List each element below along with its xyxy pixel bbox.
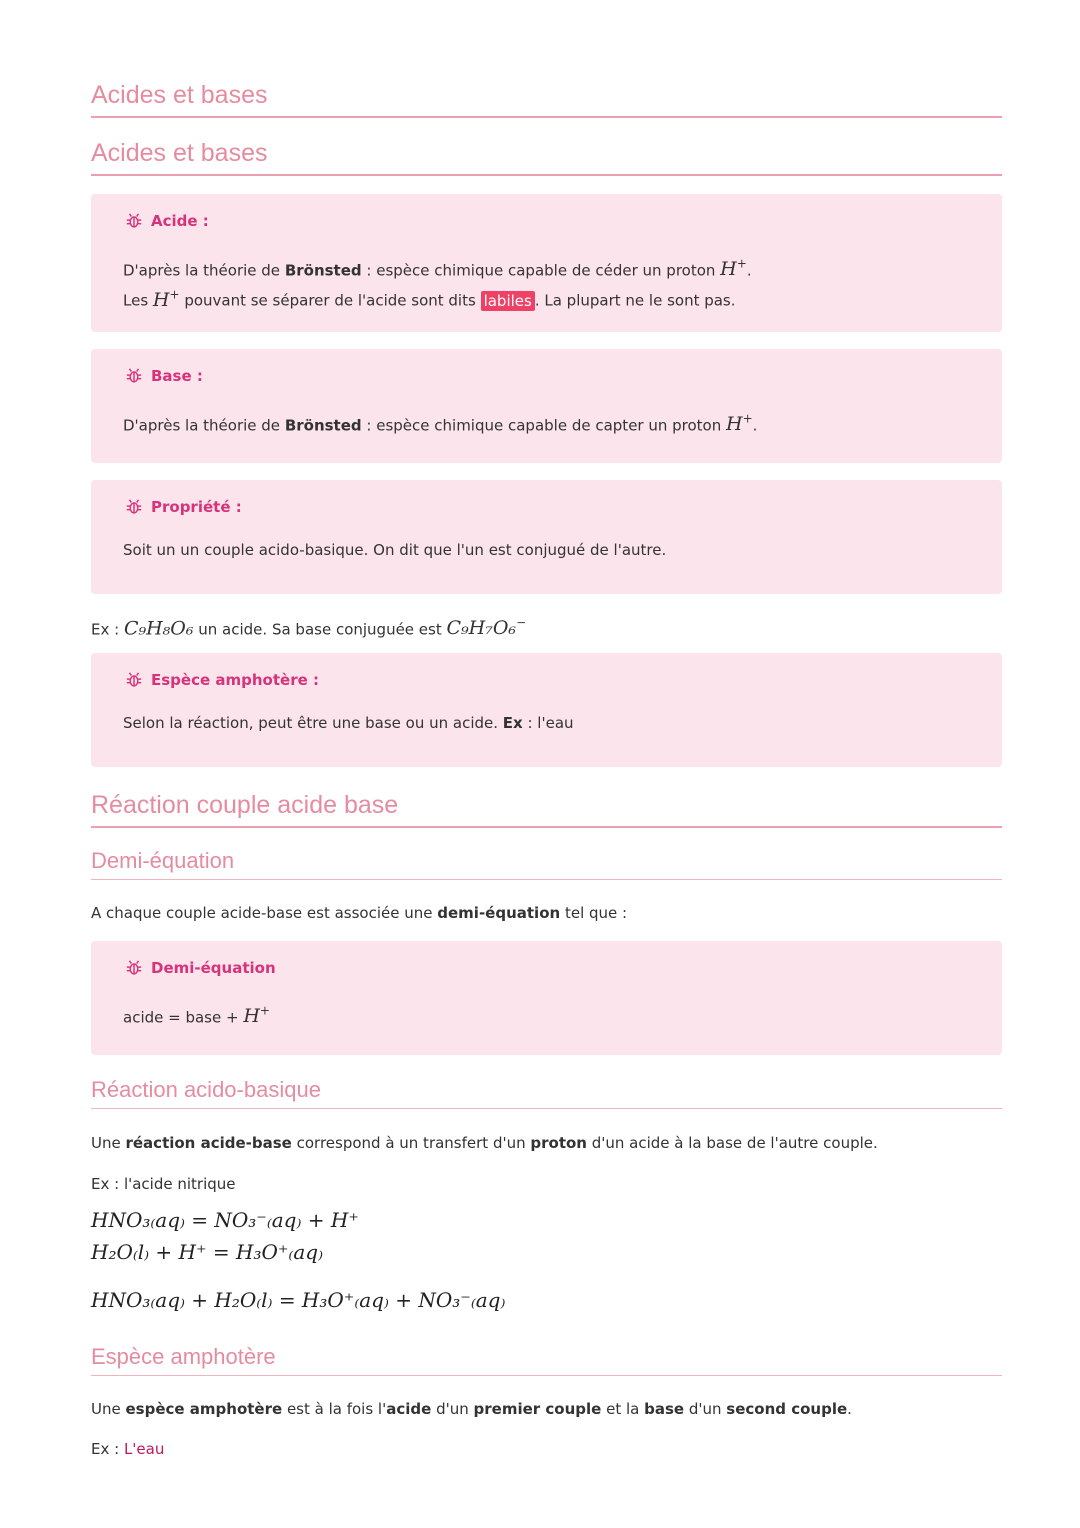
- bronsted-term: Brönsted: [284, 416, 362, 435]
- callout-amphotere-body: [123, 711, 970, 735]
- base-line-1: [123, 407, 970, 437]
- text-segment: Ex :: [91, 1440, 124, 1458]
- bug-icon: [125, 671, 143, 689]
- text-segment: Une: [91, 1400, 126, 1418]
- subsection-heading-demi: Demi-équation: [91, 846, 1002, 880]
- math-h-plus: H+: [726, 412, 753, 436]
- callout-acide: [91, 194, 1002, 332]
- section-heading: Acides et bases: [91, 136, 1002, 176]
- math-h-plus: H+: [720, 257, 747, 281]
- callout-propriete: [91, 480, 1002, 594]
- subsection-heading-acido: Réaction acido-basique: [91, 1075, 1002, 1109]
- callout-base-header: [125, 367, 203, 385]
- callout-demi: [91, 941, 1002, 1055]
- text-segment: acide = base +: [123, 1008, 244, 1027]
- callout-amphotere-title: Espèce amphotère :: [151, 671, 319, 689]
- text-segment: d'un: [431, 1400, 474, 1418]
- bold-term: proton: [530, 1134, 587, 1152]
- bold-term: second couple: [726, 1400, 848, 1418]
- callout-amphotere-header: [125, 671, 319, 689]
- subsection-heading-amphotere: Espèce amphotère: [91, 1342, 1002, 1376]
- acide-line-2: [123, 282, 970, 312]
- text-segment: : espèce chimique capable de capter un proton: [361, 416, 727, 435]
- math-base-formula: C₉H₇O₆−: [446, 616, 527, 640]
- text-segment: .: [847, 1400, 852, 1418]
- callout-acide-body: [123, 252, 970, 313]
- bug-icon: [125, 959, 143, 977]
- bug-icon: [125, 367, 143, 385]
- bold-term: base: [644, 1400, 685, 1418]
- example-water-value: L'eau: [123, 1440, 165, 1458]
- section-heading-reaction: Réaction couple acide base: [91, 788, 1002, 828]
- bold-term: demi-équation: [437, 904, 561, 922]
- text-segment: A chaque couple acide-base est associée une: [91, 904, 438, 922]
- main-heading: Acides et bases: [91, 78, 1002, 118]
- bold-term: acide: [386, 1400, 432, 1418]
- equation-1: HNO₃₍aq₎ = NO₃⁻₍aq₎ + H⁺: [91, 1208, 359, 1232]
- text-segment: est à la fois l': [282, 1400, 387, 1418]
- callout-propriete-header: [125, 498, 242, 516]
- text-segment: Les: [123, 291, 153, 310]
- bold-term: réaction acide-base: [125, 1134, 292, 1152]
- text-segment: un acide. Sa base conjuguée est: [193, 620, 447, 639]
- paragraph-amphotere: [91, 1397, 852, 1421]
- bold-term: espèce amphotère: [125, 1400, 283, 1418]
- callout-base-body: [123, 407, 970, 437]
- text-segment: Selon la réaction, peut être une base ou un acide.: [123, 714, 503, 732]
- text-segment: : espèce chimique capable de céder un proton: [361, 261, 721, 280]
- callout-propriete-title: Propriété :: [151, 498, 242, 516]
- example-nitric-acid: Ex : l'acide nitrique: [91, 1175, 236, 1193]
- callout-acide-header: [125, 212, 209, 230]
- math-acid-formula: C₉H₈O₆: [123, 617, 194, 640]
- text-segment: D'après la théorie de: [123, 416, 285, 435]
- example-conjugate: [91, 611, 526, 641]
- bronsted-term: Brönsted: [284, 261, 362, 280]
- paragraph-demi: [91, 901, 627, 925]
- equation-3: HNO₃₍aq₎ + H₂O₍l₎ = H₃O⁺₍aq₎ + NO₃⁻₍aq₎: [91, 1288, 506, 1312]
- text-segment: Ex :: [91, 620, 124, 639]
- bug-icon: [125, 498, 143, 516]
- ex-term: Ex: [502, 714, 523, 732]
- callout-amphotere: [91, 653, 1002, 767]
- text-segment: D'après la théorie de: [123, 261, 285, 280]
- highlight-labiles: labiles: [481, 291, 535, 311]
- text-segment: pouvant se séparer de l'acide sont dits: [179, 291, 481, 310]
- paragraph-acido: [91, 1131, 878, 1155]
- math-h-plus: H+: [152, 287, 180, 311]
- text-segment: correspond à un transfert d'un: [291, 1134, 531, 1152]
- equation-2: H₂O₍l₎ + H⁺ = H₃O⁺₍aq₎: [91, 1240, 323, 1264]
- text-segment: tel que :: [560, 904, 628, 922]
- callout-acide-title: Acide :: [151, 212, 209, 230]
- callout-demi-title: Demi-équation: [151, 959, 276, 977]
- text-segment: .: [752, 416, 758, 435]
- callout-propriete-body: Soit un un couple acido-basique. On dit que l'un est conjugué de l'autre.: [123, 541, 667, 559]
- callout-demi-body: [123, 999, 970, 1029]
- example-water: [91, 1437, 164, 1461]
- bug-icon: [125, 212, 143, 230]
- text-segment: d'un acide à la base de l'autre couple.: [586, 1134, 878, 1152]
- text-segment: . La plupart ne le sont pas.: [534, 291, 736, 310]
- callout-base: [91, 349, 1002, 463]
- text-segment: Une: [91, 1134, 126, 1152]
- text-segment: d'un: [684, 1400, 727, 1418]
- text-segment: .: [746, 261, 752, 280]
- bold-term: premier couple: [473, 1400, 602, 1418]
- math-h-plus: H+: [243, 1004, 270, 1028]
- acide-line-1: [123, 252, 970, 282]
- text-segment: : l'eau: [522, 714, 574, 732]
- text-segment: et la: [601, 1400, 645, 1418]
- callout-base-title: Base :: [151, 367, 203, 385]
- callout-demi-header: [125, 959, 276, 977]
